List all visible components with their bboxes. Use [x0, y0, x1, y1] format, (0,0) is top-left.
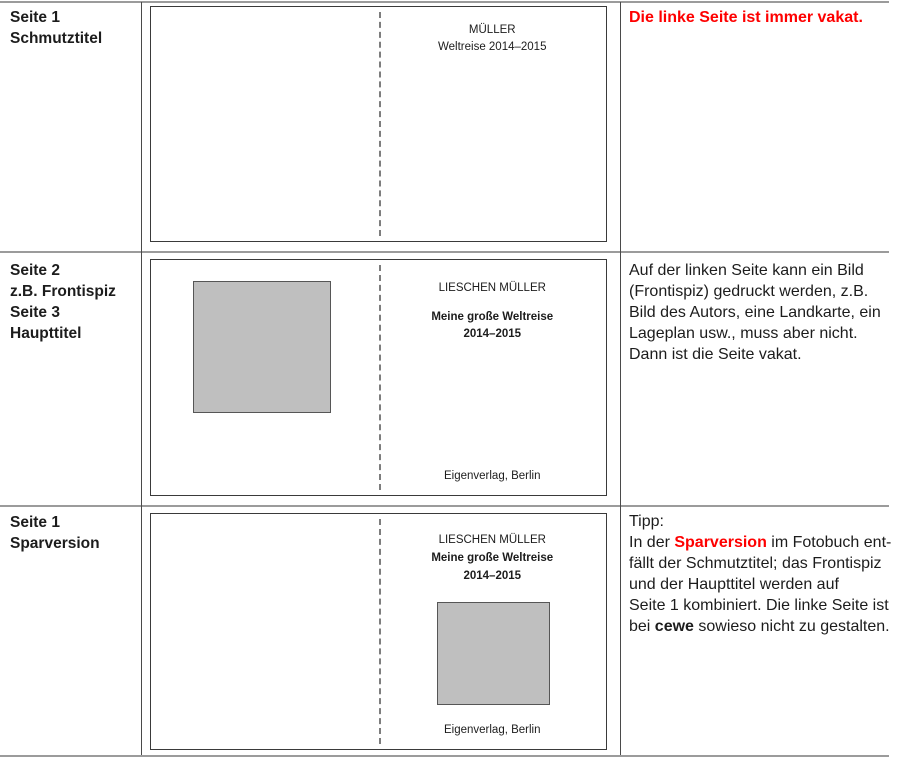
- table-column-divider-left: [141, 2, 142, 755]
- row2-note-line: Auf der linken Seite kann ein Bild: [629, 262, 864, 279]
- row3-label-line: Sparversion: [10, 535, 100, 552]
- book-spread-frontispiz-haupttitel: [150, 259, 607, 496]
- row3-label-line: Seite 1: [10, 514, 60, 531]
- row2-label-line: z.B. Frontispiz: [10, 283, 116, 300]
- table-row-divider-2: [0, 505, 889, 507]
- note-text: sowieso nicht zu gestalten.: [693, 618, 890, 635]
- book-spread-schmutztitel: [150, 6, 607, 242]
- sparversion-highlight: Sparversion: [674, 534, 767, 551]
- row1-label-line: Seite 1: [10, 9, 60, 26]
- cewe-brand-bold: cewe: [654, 618, 694, 635]
- row1-label-line: Schmutztitel: [10, 30, 103, 47]
- note-text: In der: [629, 534, 675, 551]
- publisher-line: Eigenverlag, Berlin: [443, 470, 541, 482]
- row1-note: [629, 7, 897, 28]
- book-title: Meine große Weltreise: [431, 552, 554, 564]
- row3-note-line: fällt der Schmutztitel; das Frontispiz: [629, 555, 882, 572]
- row3-note: [629, 511, 897, 637]
- table-border-bottom: [0, 755, 889, 757]
- spacer: [379, 297, 607, 309]
- book-title: Meine große Weltreise: [431, 311, 554, 323]
- row3-note-line: Seite 1 kombiniert. Die linke Seite ist: [629, 597, 889, 614]
- row3-note-line: Tipp:: [629, 513, 664, 530]
- row3-label: [10, 512, 134, 554]
- book-spread-sparversion: [150, 513, 607, 750]
- combined-image-placeholder: [437, 602, 550, 705]
- row2-note-line: Lageplan usw., muss aber nicht.: [629, 325, 858, 342]
- row3-note-line: [629, 532, 897, 553]
- row3-note-line: [629, 616, 897, 637]
- table-row-divider-1: [0, 251, 889, 253]
- table-border-top: [0, 1, 889, 3]
- row2-note-line: Bild des Autors, eine Landkarte, ein: [629, 304, 881, 321]
- row2-note-line: Dann ist die Seite vakat.: [629, 346, 802, 363]
- row2-note-line: (Frontispiz) gedruckt werden, z.B.: [629, 283, 869, 300]
- schmutztitel-text-block: [379, 22, 607, 56]
- row2-label-line: Seite 3: [10, 304, 60, 321]
- row2-label-line: Haupttitel: [10, 325, 82, 342]
- author-name: LIESCHEN MÜLLER: [438, 282, 546, 294]
- author-name: MÜLLER: [468, 24, 516, 36]
- row1-label: [10, 7, 134, 49]
- sparversion-text-block: [379, 531, 607, 585]
- row2-note: [629, 260, 897, 365]
- author-name: LIESCHEN MÜLLER: [438, 534, 546, 546]
- row2-label-line: Seite 2: [10, 262, 60, 279]
- book-years: 2014–2015: [463, 570, 522, 582]
- row1-note-text: Die linke Seite ist immer vakat.: [629, 9, 863, 26]
- haupttitel-text-block: [379, 280, 607, 343]
- note-text: bei: [629, 618, 655, 635]
- note-text: im Fotobuch ent-: [766, 534, 892, 551]
- row3-note-line: und der Haupttitel werden auf: [629, 576, 839, 593]
- book-subtitle: Weltreise 2014–2015: [438, 41, 547, 53]
- frontispiece-image-placeholder: [193, 281, 331, 413]
- publisher-line: Eigenverlag, Berlin: [443, 724, 541, 736]
- row2-label: [10, 260, 134, 344]
- book-years: 2014–2015: [463, 328, 522, 340]
- table-column-divider-right: [620, 2, 621, 755]
